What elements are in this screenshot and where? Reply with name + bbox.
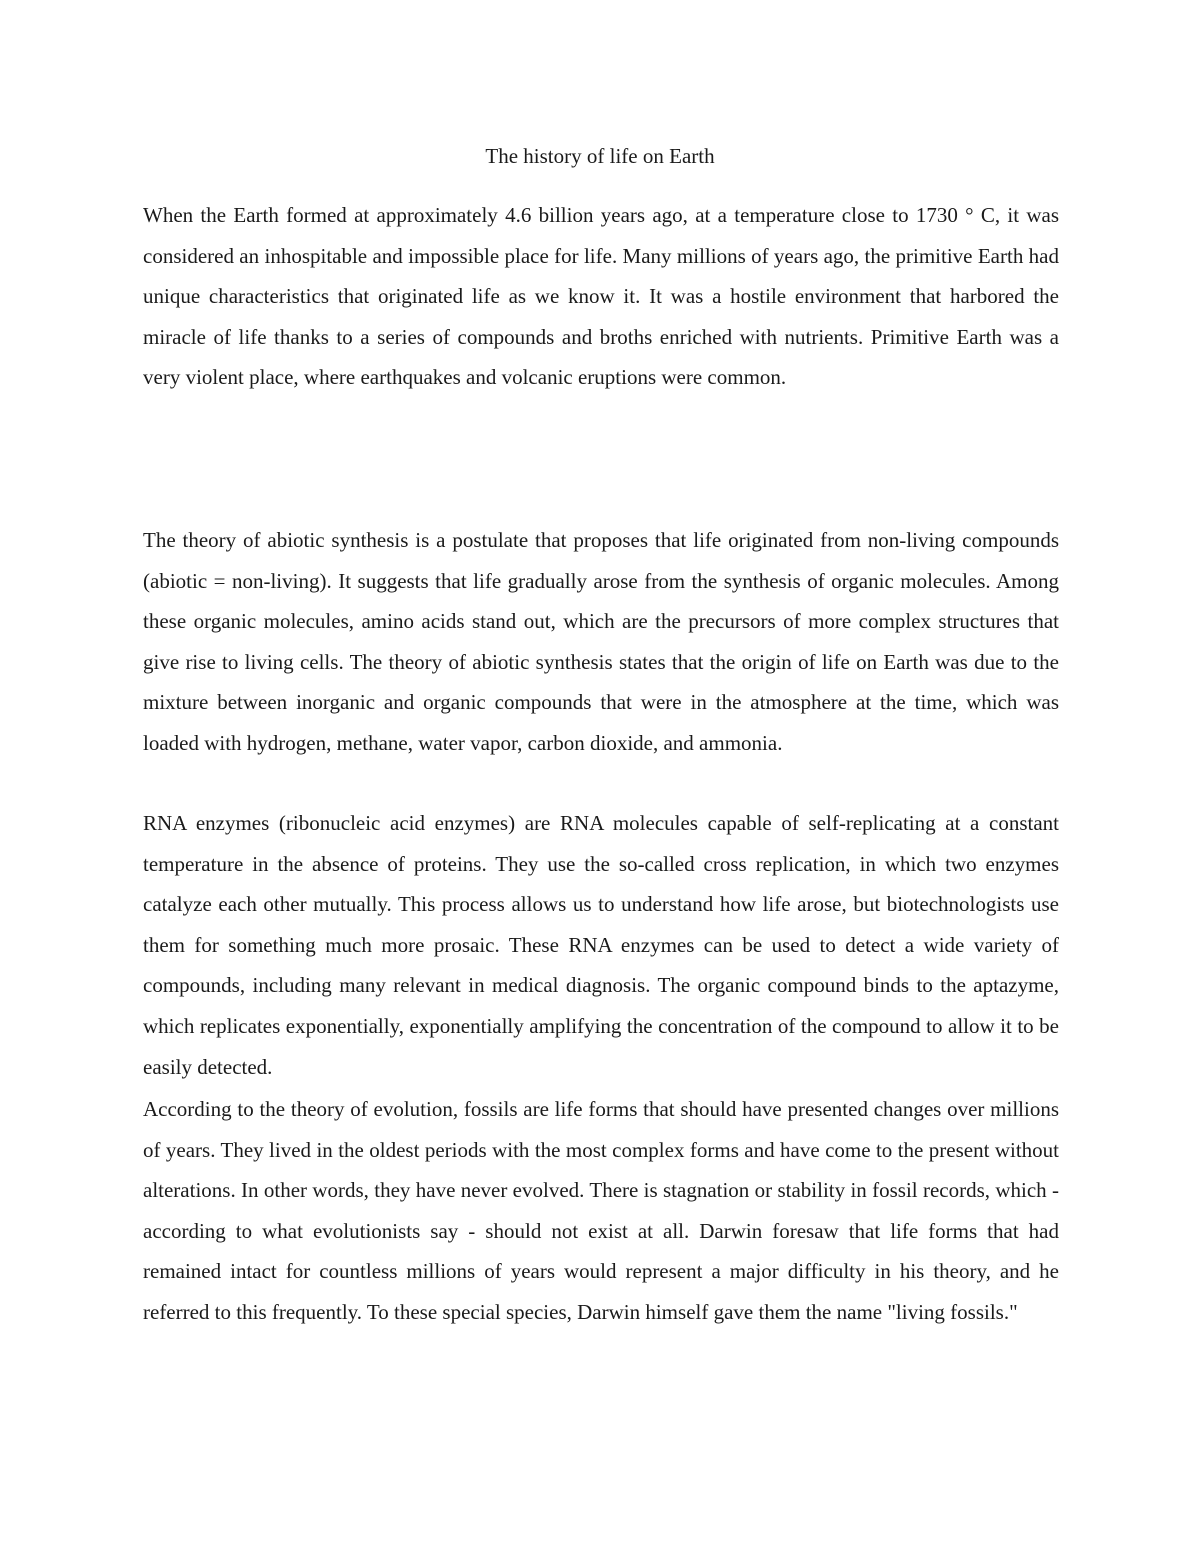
document-title: The history of life on Earth [485,144,715,168]
paragraph-living-fossils: According to the theory of evolution, fossils are life forms that should have presented changes over millions of years. They lived in the oldest periods with the most complex forms and have come to the present without alterations. In other words, they have never evolved. There is stagnation or stability in fossil records, which - according to what evolutionists say - should not exist at all. Darwin foresaw that life forms that had remained intact for countless millions of years would represent a major difficulty in his theory, and he referred to this frequently. To these special species, Darwin himself gave them the name "living fossils." [143,1097,1059,1324]
paragraph-rna-enzymes: RNA enzymes (ribonucleic acid enzymes) are RNA molecules capable of self-replicating at a constant temperature in the absence of proteins. They use the so-called cross replication, in which two enzymes catalyze each other mutually. This process allows us to understand how life arose, but biotechnologists use them for something much more prosaic. These RNA enzymes can be used to detect a wide variety of compounds, including many relevant in medical diagnosis. The organic compound binds to the aptazyme, which replicates exponentially, exponentially amplifying the concentration of the compound to allow it to be easily detected. [143,811,1059,1079]
paragraph-abiotic-synthesis: The theory of abiotic synthesis is a postulate that proposes that life originated from non-living compounds (abiotic = non-living). It suggests that life gradually arose from the synthesis of organic molecules. Among these organic molecules, amino acids stand out, which are the precursors of more complex structures that give rise to living cells. The theory of abiotic synthesis states that the origin of life on Earth was due to the mixture between inorganic and organic compounds that were in the atmosphere at the time, which was loaded with hydrogen, methane, water vapor, carbon dioxide, and ammonia. [143,528,1059,755]
paragraph-earth-formation: When the Earth formed at approximately 4.6 billion years ago, at a temperature close to 1730 ° C, it was considered an inhospitable and impossible place for life. Many millions of years ago, the primitive Earth had unique characteristics that originated life as we know it. It was a hostile environment that harbored the miracle of life thanks to a series of compounds and broths enriched with nutrients. Primitive Earth was a very violent place, where earthquakes and volcanic eruptions were common. [143,203,1059,390]
